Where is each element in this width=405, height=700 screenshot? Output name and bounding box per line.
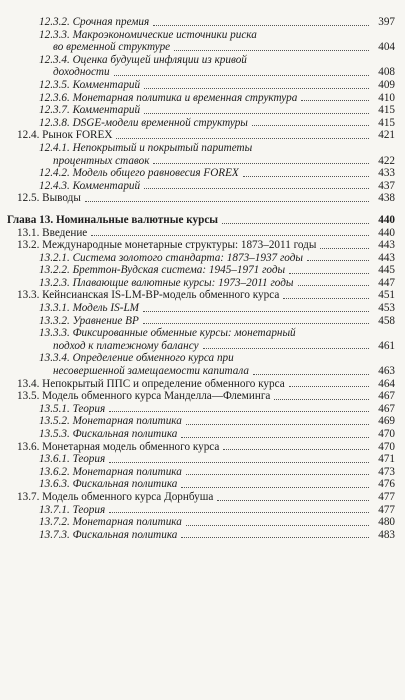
toc-entry-title: 13.2. Международные монетарные структуры: 1873–2011 годы (17, 239, 317, 252)
page-number: 461 (378, 339, 395, 352)
toc-entry-line (7, 214, 395, 227)
toc-entry-title: 13.7.3. Фискальная политика (39, 528, 178, 541)
dot-leader (283, 298, 369, 299)
dot-leader (174, 50, 369, 51)
toc-entry-line (39, 277, 395, 290)
dot-leader (186, 525, 369, 526)
toc-entry (7, 504, 395, 517)
toc-entry-title: 12.3.3. Макроэкономические источники риска (39, 28, 257, 41)
toc-entry-title: 12.4.2. Модель общего равновесия FOREX (39, 167, 239, 180)
toc-entry-title: 13.3.1. Модель IS-LM (39, 302, 140, 315)
toc-entry-title-continuation: несовершенной замещаемости капитала (53, 365, 249, 378)
page-number: 447 (378, 276, 395, 289)
toc-entry-title: 13.7. Модель обменного курса Дорнбуша (17, 490, 214, 503)
dot-leader (144, 88, 369, 89)
toc-entry (7, 239, 395, 252)
toc-entry (7, 180, 395, 193)
toc-entry-title: 13.2.3. Плавающие валютные курсы: 1973–2011 годы (39, 276, 294, 289)
toc-entry (7, 352, 395, 377)
dot-leader (144, 113, 369, 114)
toc-entry (7, 327, 395, 352)
page-number: 445 (378, 264, 395, 277)
toc-entry-title: 13.2.1. Система золотого стандарта: 1873–1937 годы (39, 251, 303, 264)
toc-entry-line (17, 491, 395, 504)
page-number: 483 (378, 528, 395, 541)
toc-entry-line (39, 365, 395, 378)
page-number: 443 (378, 239, 395, 252)
page-number: 437 (378, 179, 395, 192)
toc-entry-title: Глава 13. Номинальные валютные курсы (7, 213, 219, 226)
page-number: 422 (378, 154, 395, 167)
page-number: 415 (378, 104, 395, 117)
page-number: 476 (378, 478, 395, 491)
toc-entry (7, 453, 395, 466)
toc-entry (7, 167, 395, 180)
dot-leader (153, 163, 369, 164)
toc-entry (7, 403, 395, 416)
toc-entry-line (17, 192, 395, 205)
toc-entry-title: 13.3.3. Фиксированные обменные курсы: монетарный (39, 327, 296, 340)
toc-entry-line (39, 264, 395, 277)
dot-leader (217, 500, 369, 501)
toc-entry-line (39, 180, 395, 193)
toc-entry (7, 415, 395, 428)
toc-entry-title-continuation: подход к платежному балансу (53, 339, 199, 352)
toc-entry-line (39, 167, 395, 180)
toc-entry-title: 13.3. Кейнсианская IS-LM-BP-модель обменного курса (17, 289, 280, 302)
toc-entry (7, 129, 395, 142)
page-number: 440 (378, 213, 395, 226)
page-number: 458 (378, 314, 395, 327)
toc-entry-line (39, 155, 395, 168)
toc-entry-line (17, 227, 395, 240)
dot-leader (109, 411, 369, 412)
toc-entry-title: 12.3.5. Комментарий (39, 78, 141, 91)
toc-entry (7, 478, 395, 491)
toc-entry (7, 92, 395, 105)
toc-entry-line (39, 529, 395, 542)
toc-entry (7, 16, 395, 29)
toc-entry-line (17, 129, 395, 142)
page-number: 433 (378, 167, 395, 180)
dot-leader (116, 138, 369, 139)
toc-entry-line (39, 415, 395, 428)
toc-entry-title-continuation: во временной структуре (53, 41, 171, 54)
toc-entry (7, 441, 395, 454)
toc-entry-line (39, 340, 395, 353)
dot-leader (181, 437, 369, 438)
page-number: 409 (378, 78, 395, 91)
dot-leader (153, 25, 369, 26)
toc-entry (7, 378, 395, 391)
dot-leader (289, 386, 369, 387)
toc-entry-title: 13.3.4. Определение обменного курса при (39, 352, 234, 365)
toc-entry-title: 13.2.2. Бреттон-Вудская система: 1945–1971 годы (39, 264, 286, 277)
toc-entry (7, 491, 395, 504)
dot-leader (222, 223, 369, 224)
toc-entry-line (17, 390, 395, 403)
toc-entry (7, 29, 395, 54)
dot-leader (252, 125, 369, 126)
toc-entry (7, 79, 395, 92)
page-number: 453 (378, 302, 395, 315)
toc-entry-line (39, 315, 395, 328)
toc-entry-line (39, 478, 395, 491)
toc-entry-title: 13.7.2. Монетарная политика (39, 516, 182, 529)
page-number: 467 (378, 390, 395, 403)
page-number: 477 (378, 490, 395, 503)
table-of-contents (7, 16, 395, 541)
page-number: 438 (378, 192, 395, 205)
toc-entry-title-continuation: доходности (53, 66, 110, 79)
toc-entry-line (17, 239, 395, 252)
toc-entry-line (39, 79, 395, 92)
toc-entry-line (17, 441, 395, 454)
page-number: 471 (378, 453, 395, 466)
dot-leader (91, 235, 369, 236)
page-number: 408 (378, 66, 395, 79)
dot-leader (143, 311, 369, 312)
dot-leader (186, 424, 369, 425)
dot-leader (307, 260, 369, 261)
toc-entry-title-continuation: процентных ставок (53, 154, 150, 167)
page-number: 470 (378, 428, 395, 440)
dot-leader (181, 537, 369, 538)
page-number: 415 (378, 116, 395, 129)
toc-entry-line (39, 428, 395, 441)
toc-entry-line (39, 403, 395, 416)
toc-entry (7, 302, 395, 315)
toc-entry-line (17, 289, 395, 302)
toc-entry-line (39, 92, 395, 105)
toc-entry-title: 13.5.3. Фискальная политика (39, 428, 178, 440)
page-number: 440 (378, 226, 395, 239)
toc-entry-line (39, 117, 395, 130)
toc-entry-title: 12.4. Рынок FOREX (17, 129, 113, 142)
toc-entry (7, 104, 395, 117)
dot-leader (320, 248, 369, 249)
toc-entry-title: 13.5.1. Теория (39, 402, 106, 415)
toc-entry-line (17, 378, 395, 391)
toc-entry (7, 277, 395, 290)
dot-leader (298, 285, 370, 286)
toc-entry (7, 315, 395, 328)
toc-entry-title: 13.6.2. Монетарная политика (39, 465, 182, 478)
toc-entry-line (39, 466, 395, 479)
toc-entry-title: 12.5. Выводы (17, 192, 81, 205)
dot-leader (109, 462, 369, 463)
dot-leader (85, 201, 369, 202)
toc-entry-title: 13.7.1. Теория (39, 503, 106, 516)
toc-entry-title: 12.3.6. Монетарная политика и временная структура (39, 91, 298, 104)
toc-entry-line (39, 252, 395, 265)
page-number: 477 (378, 503, 395, 516)
page-number: 464 (378, 377, 395, 390)
page-number: 443 (378, 251, 395, 264)
toc-entry-title: 13.6.3. Фискальная политика (39, 478, 178, 491)
toc-entry (7, 289, 395, 302)
page-number: 421 (378, 129, 395, 142)
dot-leader (223, 449, 369, 450)
dot-leader (186, 474, 369, 475)
toc-entry (7, 142, 395, 167)
page-number: 463 (378, 365, 395, 378)
toc-entry-line (39, 504, 395, 517)
dot-leader (203, 348, 369, 349)
dot-leader (143, 323, 369, 324)
toc-entry-title: 12.3.7. Комментарий (39, 104, 141, 117)
dot-leader (243, 176, 369, 177)
toc-entry-title: 13.6.1. Теория (39, 453, 106, 466)
dot-leader (274, 399, 369, 400)
dot-leader (253, 374, 369, 375)
toc-entry-title: 12.3.2. Срочная премия (39, 16, 150, 28)
toc-entry-title: 12.4.1. Непокрытый и покрытый паритеты (39, 141, 253, 154)
toc-entry-line (39, 41, 395, 54)
toc-entry-line (39, 453, 395, 466)
toc-entry-title: 12.3.8. DSGE-модели временной структуры (39, 116, 248, 129)
page-number: 470 (378, 440, 395, 453)
toc-entry-title: 13.1. Введение (17, 226, 88, 239)
toc-entry (7, 466, 395, 479)
dot-leader (289, 273, 369, 274)
dot-leader (144, 188, 369, 189)
toc-entry (7, 428, 395, 441)
dot-leader (109, 512, 369, 513)
toc-entry-line (39, 516, 395, 529)
toc-entry (7, 54, 395, 79)
toc-entry (7, 390, 395, 403)
toc-entry-title: 13.5. Модель обменного курса Манделла—Флеминга (17, 390, 271, 403)
toc-entry-title: 13.4. Непокрытый ППС и определение обменного курса (17, 377, 285, 390)
toc-entry-title: 12.4.3. Комментарий (39, 179, 141, 192)
toc-entry (7, 227, 395, 240)
toc-entry (7, 264, 395, 277)
toc-entry-line (39, 104, 395, 117)
page-number: 480 (378, 516, 395, 529)
page-number: 473 (378, 465, 395, 478)
toc-entry (7, 529, 395, 542)
chapter-entry (7, 214, 395, 227)
page-number: 397 (378, 16, 395, 28)
toc-entry-line (39, 16, 395, 29)
dot-leader (181, 487, 369, 488)
toc-entry-title: 13.5.2. Монетарная политика (39, 415, 182, 428)
page-number: 451 (378, 289, 395, 302)
toc-entry-line (39, 302, 395, 315)
toc-entry-title: 13.3.2. Уравнение BP (39, 314, 139, 327)
toc-entry-title: 13.6. Монетарная модель обменного курса (17, 440, 220, 453)
dot-leader (114, 75, 369, 76)
page-number: 410 (378, 91, 395, 104)
toc-entry-title: 12.3.4. Оценка будущей инфляции из кривой (39, 53, 247, 66)
page-number: 467 (378, 402, 395, 415)
toc-entry (7, 117, 395, 130)
toc-entry (7, 252, 395, 265)
toc-entry-line (39, 66, 395, 79)
toc-entry (7, 516, 395, 529)
dot-leader (301, 100, 369, 101)
page-number: 469 (378, 415, 395, 428)
page-number: 404 (378, 41, 395, 54)
toc-entry (7, 192, 395, 205)
